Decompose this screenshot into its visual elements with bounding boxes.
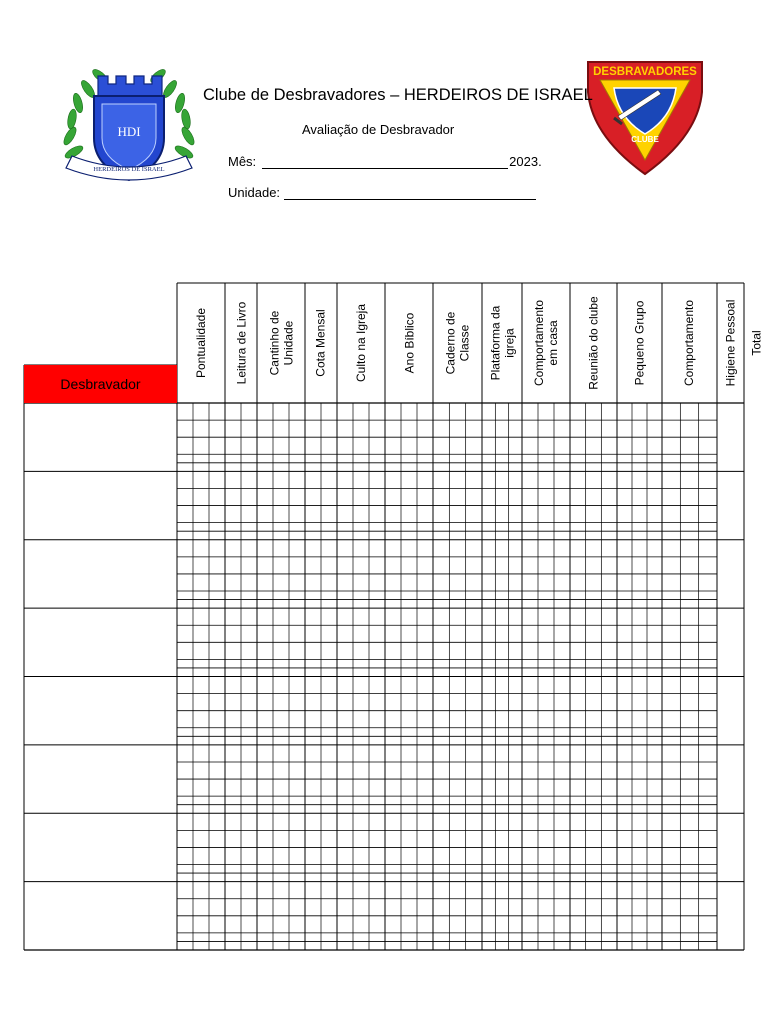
hdi-ribbon-text: HERDEIROS DE ISRAEL bbox=[93, 166, 165, 173]
column-header-label: Total bbox=[749, 330, 764, 356]
column-header-label: Comportamento em casa bbox=[532, 299, 561, 387]
month-label: Mês: bbox=[228, 154, 257, 169]
column-header-pontualidade bbox=[177, 287, 225, 399]
column-header-plataforma-da-igreja bbox=[482, 287, 522, 399]
column-header-reunião-do-clube bbox=[570, 287, 617, 399]
evaluation-title: Avaliação de Desbravador bbox=[302, 122, 455, 137]
column-header-label: Caderno de Classe bbox=[443, 311, 472, 375]
column-header-label: Pequeno Grupo bbox=[632, 300, 647, 386]
column-header-cota-mensal bbox=[305, 287, 337, 399]
column-header-total bbox=[744, 287, 768, 399]
column-header-comportamento bbox=[662, 287, 717, 399]
column-header-label: Reunião do clube bbox=[586, 296, 601, 390]
column-header-culto-na-igreja bbox=[337, 287, 385, 399]
column-header-label: Cantinho de Unidade bbox=[267, 310, 295, 376]
column-header-ano-bíblico bbox=[385, 287, 433, 399]
column-header-label: Culto na Igreja bbox=[354, 303, 369, 383]
column-header-pequeno-grupo bbox=[617, 287, 662, 399]
column-header-higiene-pessoal bbox=[717, 287, 744, 399]
column-header-caderno-de-classe bbox=[433, 287, 482, 399]
badge-top-text: DESBRAVADORES bbox=[593, 66, 697, 78]
column-header-leitura-de-livro bbox=[225, 287, 257, 399]
column-header-label: Leitura de Livro bbox=[234, 301, 248, 385]
unit-label: Unidade: bbox=[228, 185, 281, 200]
column-header-label: Higiene Pessoal bbox=[723, 299, 738, 387]
column-header-label: Pontualidade bbox=[194, 307, 208, 379]
club-title: Clube de Desbravadores – HERDEIROS DE ISRAEL bbox=[203, 86, 593, 104]
column-header-cantinho-de-unidade bbox=[257, 287, 305, 399]
desbravador-column-header: Desbravador bbox=[24, 365, 177, 403]
year-suffix: 2023. bbox=[509, 154, 542, 169]
column-header-comportamento-em-casa bbox=[522, 287, 570, 399]
hdi-crest-text: HDI bbox=[117, 124, 141, 139]
column-header-label: Plataforma da igreja bbox=[488, 305, 516, 381]
column-header-label: Cota Mensal bbox=[314, 309, 328, 377]
badge-bottom-text: CLUBE bbox=[631, 135, 659, 144]
column-header-label: Comportamento bbox=[682, 299, 697, 387]
column-header-label: Ano Bíblico bbox=[402, 312, 417, 374]
